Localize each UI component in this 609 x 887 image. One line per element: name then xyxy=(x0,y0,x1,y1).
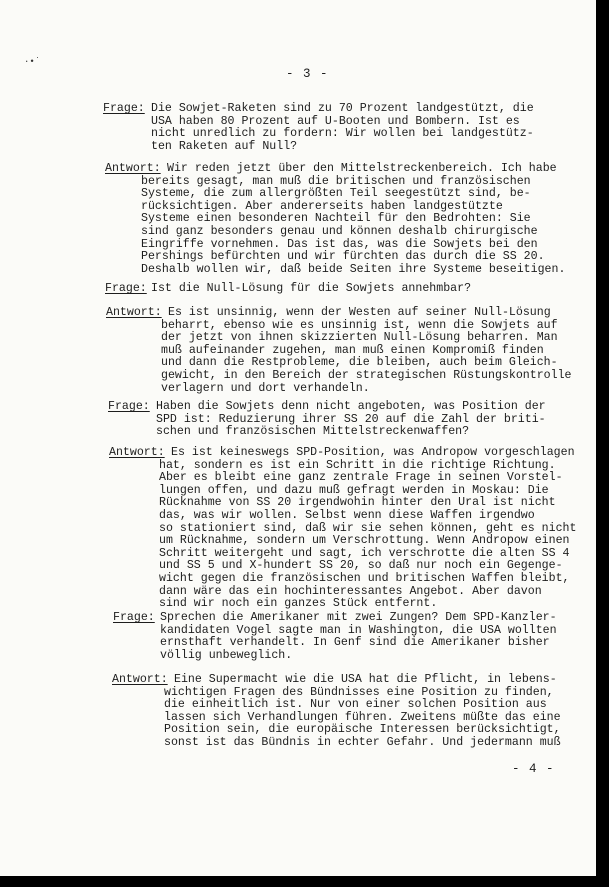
text-line: um Rücknahme, sondern um Verschrottung. Wenn Andropow einen xyxy=(159,534,570,548)
text-line: Eine Supermacht wie die USA hat die Pflicht, in lebens- xyxy=(174,673,557,686)
text-line: so stationiert sind, daß wir sie sehen können, geht es nicht xyxy=(159,521,577,535)
text-line: das, was wir wollen. Selbst wenn diese Waffen irgendwo xyxy=(159,508,535,522)
text-line: muß aufeinander zugehen, man muß einen Kompromiß finden xyxy=(161,343,544,357)
text-line: Aber es bleibt eine ganz zentrale Frage in seinen Vorstel- xyxy=(159,471,563,485)
text-line: kandidaten Vogel sagte man in Washington, die USA wollten xyxy=(160,623,557,637)
text-line: USA haben 80 Prozent auf U-Booten und Bombern. Ist es xyxy=(151,114,520,128)
question-label: Frage: xyxy=(113,611,155,624)
text-line: Eingriffe vornehmen. Das ist das, was die Sowjets bei den xyxy=(141,237,538,251)
text-line: SPD ist: Reduzierung ihrer SS 20 auf die Zahl der briti- xyxy=(156,412,546,426)
question-text xyxy=(151,103,534,153)
text-line: lungen offen, und dazu muß gefragt werden in Moskau: Die xyxy=(159,483,549,497)
text-line: beharrt, ebenso wie es unsinnig ist, wenn die Sowjets auf xyxy=(161,318,558,332)
text-line: die einheitlich ist. Nur von einer solchen Position aus xyxy=(164,698,547,712)
text-line: Position sein, die europäische Interessen berücksichtigt, xyxy=(164,723,561,737)
text-line: lassen sich Verhandlungen führen. Zweitens müßte das eine xyxy=(164,710,561,724)
question-label: Frage: xyxy=(108,400,150,413)
text-line: Haben die Sowjets denn nicht angeboten, was Position der xyxy=(156,400,546,413)
text-line: wichtigen Fragen des Bündnisses eine Position zu finden, xyxy=(164,685,554,699)
question-label: Frage: xyxy=(105,282,147,295)
answer-label: Antwort: xyxy=(109,446,165,459)
answer-label: Antwort: xyxy=(105,162,161,175)
text-line: der jetzt von ihnen skizzierten Null-Lösung beharren. Man xyxy=(161,331,558,345)
text-line: nicht unredlich zu fordern: Wir wollen bei landgestütz- xyxy=(151,127,534,141)
text-line: und SS 5 und X-hundert SS 20, so daß nur noch ein Gegenge- xyxy=(159,559,563,573)
text-line: rücksichtigen. Aber andererseits haben landgestützte xyxy=(141,199,503,213)
text-line: Ist die Null-Lösung für die Sowjets annehmbar? xyxy=(151,282,472,295)
text-line: sonst ist das Bündnis in echter Gefahr. Und jedermann muß xyxy=(164,735,561,749)
question-text xyxy=(151,283,471,296)
answer-label: Antwort: xyxy=(106,306,162,319)
text-line: Schritt weitergeht und sagt, ich verschrotte die alten SS 4 xyxy=(159,546,570,560)
answer-label: Antwort: xyxy=(112,673,168,686)
margin-marks: ·•˙ xyxy=(24,57,41,67)
text-line: schen und französischen Mittelstreckenwaffen? xyxy=(156,425,470,439)
question-text xyxy=(160,612,557,662)
text-line: ten Raketen auf Null? xyxy=(151,139,298,153)
text-line: hat, sondern es ist ein Schritt in die richtige Richtung. xyxy=(159,458,556,472)
text-line: und dann die Restprobleme, die bleiben, auch beim Gleich- xyxy=(161,356,558,370)
text-line: sind wir noch ein ganzes Stück entfernt. xyxy=(159,597,438,611)
question-text xyxy=(156,401,546,439)
answer-text xyxy=(164,673,561,750)
text-line: völlig unbeweglich. xyxy=(160,648,293,662)
page-number: - 3 - xyxy=(286,67,329,81)
next-page-number: - 4 - xyxy=(512,762,555,776)
text-line: sind ganz besonders genau und können deshalb chirurgische xyxy=(141,224,538,238)
text-line: Sprechen die Amerikaner mit zwei Zungen? Dem SPD-Kanzler- xyxy=(160,611,557,624)
text-line: dann wäre das ein hochinteressantes Angebot. Aber davon xyxy=(159,584,542,598)
answer-text xyxy=(141,162,566,276)
answer-text xyxy=(159,446,577,611)
text-line: gewicht, in den Bereich der strategischen Rüstungskontrolle xyxy=(161,368,572,382)
text-line: verlagern und dort verhandeln. xyxy=(161,381,370,395)
text-line: Es ist keineswegs SPD-Position, was Andropow vorgeschlagen xyxy=(171,446,575,459)
text-line: Die Sowjet-Raketen sind zu 70 Prozent landgestützt, die xyxy=(151,102,534,115)
text-line: Es ist unsinnig, wenn der Westen auf seiner Null-Lösung xyxy=(168,306,551,319)
text-line: Rücknahme von SS 20 irgendwohin hinter den Ural ist nicht xyxy=(159,496,556,510)
text-line: Deshalb wollen wir, daß beide Seiten ihre Systeme beseitigen. xyxy=(141,262,566,276)
text-line: Wir reden jetzt über den Mittelstreckenbereich. Ich habe xyxy=(167,162,557,175)
text-line: wicht gegen die französischen und britischen Waffen bleibt, xyxy=(159,571,570,585)
text-line: ernsthaft verhandelt. In Genf sind die Amerikaner bisher xyxy=(160,636,550,650)
answer-text xyxy=(161,306,572,395)
text-line: Systeme, die zum allergrößten Teil seegestützt sind, be- xyxy=(141,187,531,201)
question-label: Frage: xyxy=(103,102,145,115)
text-line: Systeme einen besonderen Nachteil für den Bedrohten: Sie xyxy=(141,212,531,226)
text-line: Pershings befürchten und wir fürchten das durch die SS 20. xyxy=(141,250,545,264)
text-line: bereits gesagt, man muß die britischen und französischen xyxy=(141,174,531,188)
